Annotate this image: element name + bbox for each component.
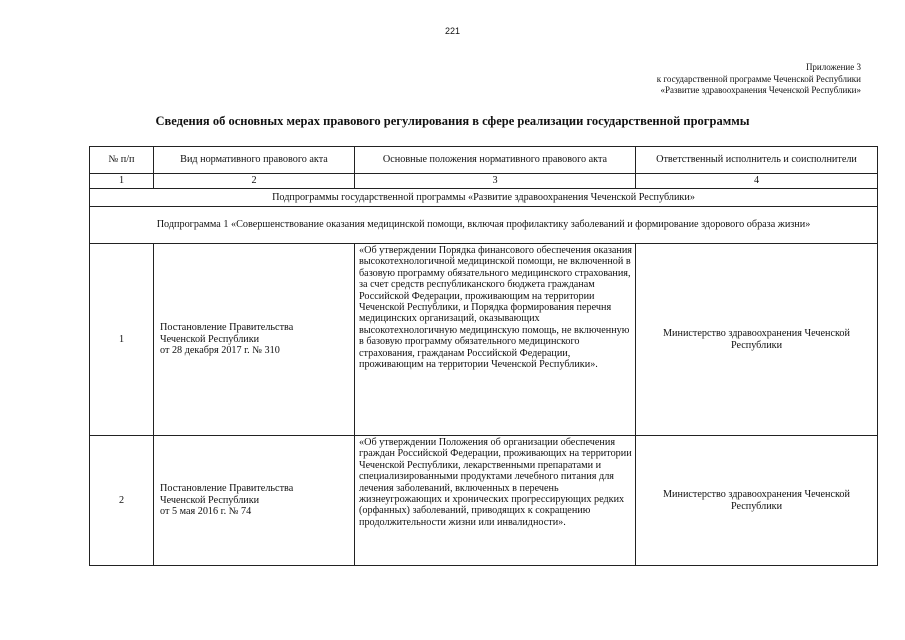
appendix-line-3: «Развитие здравоохранения Чеченской Республики»: [660, 85, 861, 95]
act-description: «Об утверждении Порядка финансового обеспечения оказания высокотехнологичной медицинской помощи, не включенной в базовую программу обязательного медицинского страхования, за счет средств республиканского бюджета гражданам Российской Федерации, проживающим на территории Чеченской Республики, и Порядка формирования перечня медицинских организаций, оказывающих высокотехнологичную медицинскую помощь, не включенную в базовую программу обязательного медицинского страхования, гражданам Российской Федерации, проживающим на территории Чеченской Республики».: [355, 244, 636, 436]
act-type-line: Чеченской Республики: [160, 494, 260, 506]
act-type-line: от 5 мая 2016 г. № 74: [160, 506, 252, 518]
table-header-row: [90, 147, 878, 174]
responsible-executor: Министерство здравоохранения Чеченской Республики: [636, 436, 878, 566]
subprograms-heading-row: [90, 189, 878, 207]
responsible-executor: Министерство здравоохранения Чеченской Республики: [636, 244, 878, 436]
column-number: 1: [90, 174, 154, 189]
header-responsible: Ответственный исполнитель и соисполнители: [636, 147, 878, 174]
act-type-line: Чеченской Республики: [160, 333, 260, 345]
appendix-line-2: к государственной программе Чеченской Республики: [656, 73, 861, 84]
subprogram-1-heading: Подпрограмма 1 «Совершенствование оказания медицинской помощи, включая профилактику заболеваний и формирование здорового образа жизни»: [90, 207, 878, 244]
measures-table: [89, 146, 878, 566]
act-type-line: Постановление Правительства: [160, 322, 294, 334]
table-row: [90, 244, 878, 436]
act-type-cell: [154, 436, 355, 566]
act-type-line: от 28 декабря 2017 г. № 310: [160, 345, 280, 357]
page-number: 221: [444, 26, 461, 36]
header-num: № п/п: [90, 147, 154, 174]
row-number: 2: [90, 436, 154, 566]
act-type-cell: [154, 244, 355, 436]
subprogram-1-heading-row: [90, 207, 878, 244]
column-number-row: [90, 174, 878, 189]
act-type-line: Постановление Правительства: [160, 483, 294, 495]
appendix-note: [657, 62, 861, 97]
row-number: 1: [90, 244, 154, 436]
table-row: [90, 436, 878, 566]
column-number: 3: [355, 174, 636, 189]
act-description: «Об утверждении Положения об организации обеспечения граждан Российской Федерации, проживающих на территории Чеченской Республики, лекарственными препаратами и специализированными продуктами лечебного питания для лечения заболеваний, включенных в перечень жизнеугрожающих и хронических прогрессирующих редких (орфанных) заболеваний, приводящих к сокращению продолжительности жизни или инвалидности».: [355, 436, 636, 566]
header-act-type: Вид нормативного правового акта: [154, 147, 355, 174]
header-provisions: Основные положения нормативного правового акта: [355, 147, 636, 174]
column-number: 2: [154, 174, 355, 189]
subprograms-heading: Подпрограммы государственной программы «Развитие здравоохранения Чеченской Республики»: [90, 189, 878, 207]
document-title: Сведения об основных мерах правового регулирования в сфере реализации государственной программы: [155, 114, 750, 128]
column-number: 4: [636, 174, 878, 189]
appendix-line-1: Приложение 3: [805, 62, 861, 72]
